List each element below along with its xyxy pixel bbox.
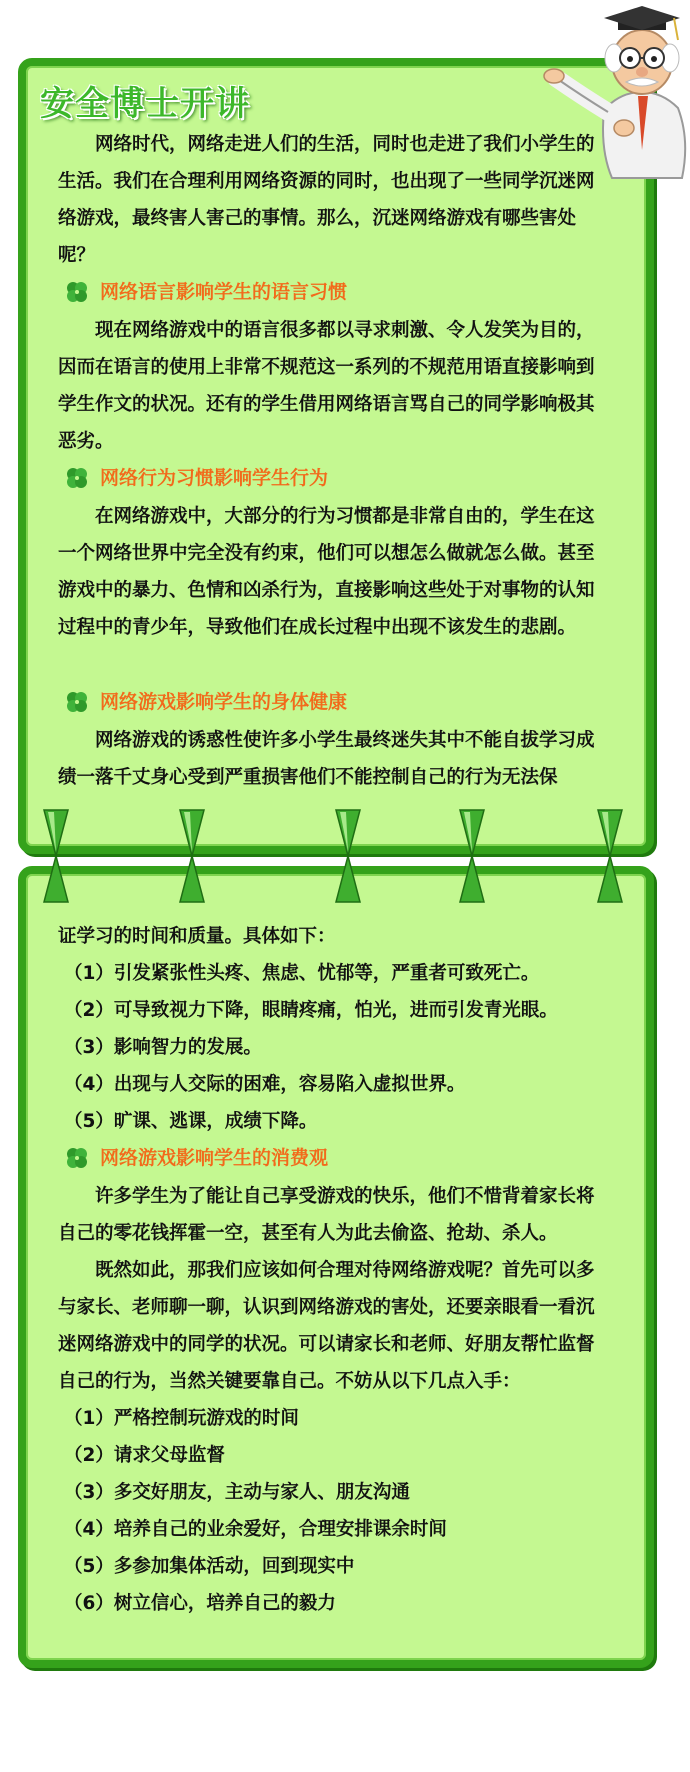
tip-item: （4）培养自己的业余爱好，合理安排课余时间 — [64, 1519, 447, 1540]
tip-item: （2）请求父母监督 — [64, 1445, 225, 1466]
section-heading-consumption — [64, 1140, 328, 1176]
clover-icon — [64, 1145, 90, 1171]
section-paragraph: 许多学生为了能让自己享受游戏的快乐，他们不惜背着家长将自己的零花钱挥霍一空，甚至有人为此去偷盗、抢劫、杀人。 — [58, 1186, 595, 1244]
section-heading-text: 网络游戏影响学生的身体健康 — [100, 691, 348, 713]
section-body-language — [58, 312, 606, 460]
intro-paragraph: 网络时代，网络走进人们的生活，同时也走进了我们小学生的生活。我们在合理利用网络资源的同时，也出现了一些同学沉迷网络游戏，最终害人害己的事情。那么，沉迷网络游戏有哪些害处呢？ — [58, 134, 595, 266]
tip-item: （6）树立信心，培养自己的毅力 — [64, 1593, 336, 1614]
section-body-health-part2 — [58, 918, 606, 1140]
tip-item: （3）多交好朋友，主动与家人、朋友沟通 — [64, 1482, 410, 1503]
list-item: （3）影响智力的发展。 — [64, 1037, 262, 1058]
section-paragraph: 证学习的时间和质量。具体如下： — [58, 926, 336, 947]
binder-pin-icon — [596, 808, 624, 904]
section-body-behavior — [58, 498, 606, 646]
section-paragraph: 现在网络游戏中的语言很多都以寻求刺激、令人发笑为目的，因而在语言的使用上非常不规范这一系列的不规范用语直接影响到学生作文的状况。还有的学生借用网络语言骂自己的同学影响极其恶劣。 — [58, 320, 595, 452]
section-body-health-part1 — [58, 722, 606, 796]
section-heading-text: 网络语言影响学生的语言习惯 — [100, 281, 348, 303]
page-title: 安全博士开讲 — [40, 84, 250, 124]
section-paragraph: 在网络游戏中，大部分的行为习惯都是非常自由的，学生在这一个网络世界中完全没有约束，他们可以想怎么做就怎么做。甚至游戏中的暴力、色情和凶杀行为，直接影响这些处于对事物的认知过程中的青少年，导致他们在成长过程中出现不该发生的悲剧。 — [58, 506, 595, 638]
section-heading-text: 网络游戏影响学生的消费观 — [100, 1147, 329, 1169]
section-heading-language — [64, 274, 347, 310]
clover-icon — [64, 279, 90, 305]
tip-item: （5）多参加集体活动，回到现实中 — [64, 1556, 355, 1577]
binder-pin-icon — [42, 808, 70, 904]
binder-pin-icon — [458, 808, 486, 904]
intro-block — [58, 126, 606, 274]
list-item: （2）可导致视力下降，眼睛疼痛，怕光，进而引发青光眼。 — [64, 1000, 558, 1021]
conclusion-paragraph: 既然如此，那我们应该如何合理对待网络游戏呢？首先可以多与家长、老师聊一聊，认识到网络游戏的害处，还要亲眼看一看沉迷网络游戏中的同学的状况。可以请家长和老师、好朋友帮忙监督自己的行为，当然关键要靠自己。不妨从以下几点入手： — [58, 1260, 595, 1392]
tip-item: （1）严格控制玩游戏的时间 — [64, 1408, 299, 1429]
section-heading-behavior — [64, 460, 328, 496]
clover-icon — [64, 689, 90, 715]
section-paragraph: 网络游戏的诱惑性使许多小学生最终迷失其中不能自拔学习成绩一落千丈身心受到严重损害他们不能控制自己的行为无法保 — [58, 730, 595, 788]
section-body-consumption — [58, 1178, 606, 1622]
clover-icon — [64, 465, 90, 491]
list-item: （4）出现与人交际的困难，容易陷入虚拟世界。 — [64, 1074, 466, 1095]
binder-pin-icon — [178, 808, 206, 904]
section-heading-text: 网络行为习惯影响学生行为 — [100, 467, 329, 489]
section-heading-health — [64, 684, 347, 720]
list-item: （5）旷课、逃课，成绩下降。 — [64, 1111, 318, 1132]
binder-pin-icon — [334, 808, 362, 904]
list-item: （1）引发紧张性头疼、焦虑、忧郁等，严重者可致死亡。 — [64, 963, 540, 984]
